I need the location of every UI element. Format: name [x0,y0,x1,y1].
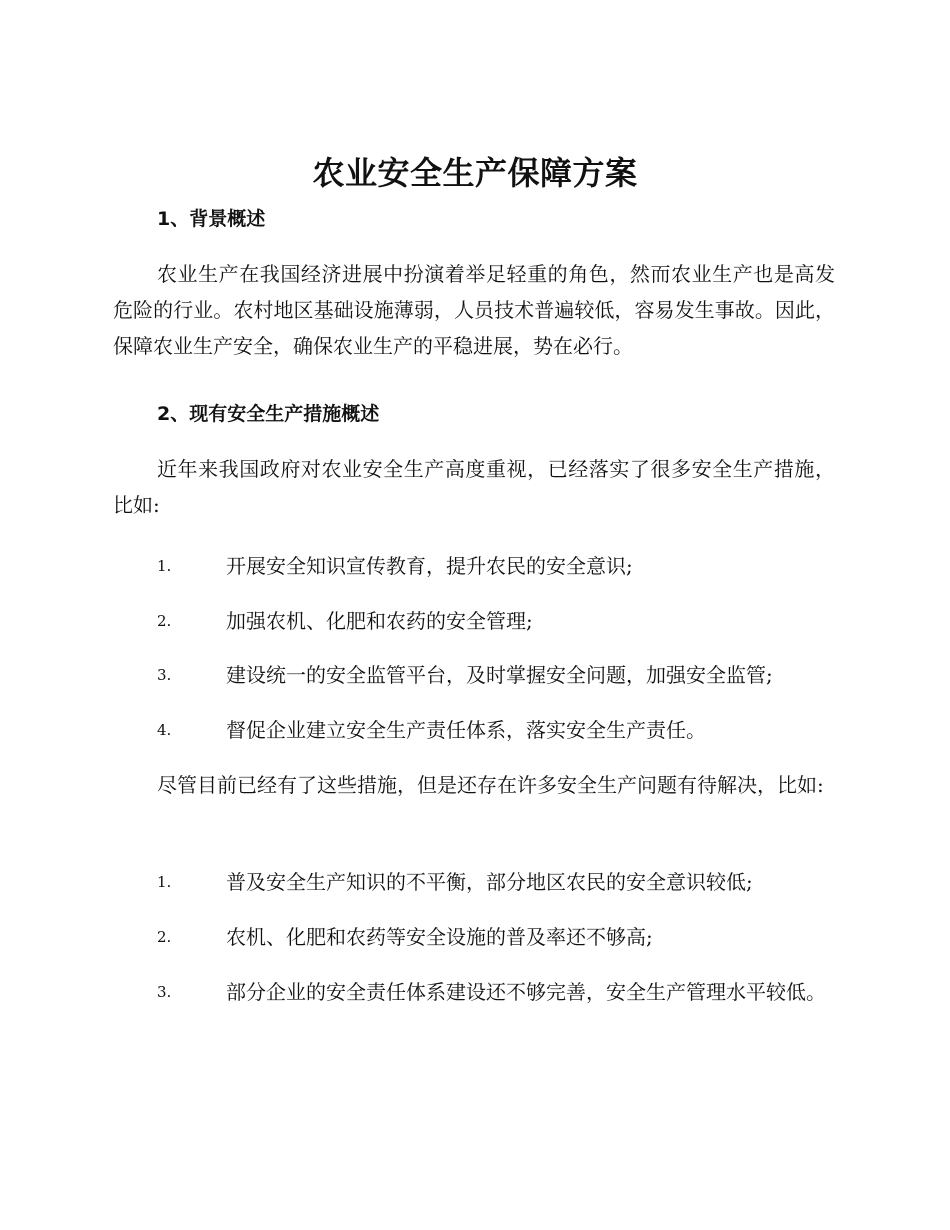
measures-intro-paragraph: 近年来我国政府对农业安全生产高度重视，已经落实了很多安全生产措施，比如: [113,457,835,517]
problem-list-item [113,864,835,900]
list-number: 3. [157,983,172,1001]
list-number: 1. [157,557,172,575]
section-heading-measures: 2、现有安全生产措施概述 [157,403,380,425]
list-item-text: 加强农机、化肥和农药的安全管理; [226,609,533,633]
list-item-text: 建设统一的安全监管平台，及时掌握安全问题，加强安全监管; [226,663,773,687]
document-title: 农业安全生产保障方案 [312,154,638,192]
measure-list-item [113,657,835,693]
list-item-text: 部分企业的安全责任体系建设还不够完善，安全生产管理水平较低。 [226,980,826,1004]
list-number: 1. [157,873,172,891]
background-paragraph: 农业生产在我国经济进展中扮演着举足轻重的角色，然而农业生产也是高发危险的行业。农村地区基础设施薄弱，人员技术普遍较低，容易发生事故。因此，保障农业生产安全，确保农业生产的平稳进展，势在必行。 [113,262,835,358]
problem-list-item [113,919,835,955]
list-item-text: 开展安全知识宣传教育，提升农民的安全意识; [226,554,633,578]
list-item-text: 普及安全生产知识的不平衡，部分地区农民的安全意识较低; [226,870,753,894]
list-number: 3. [157,666,172,684]
measure-list-item [113,548,835,584]
list-number: 2. [157,612,172,630]
problems-intro-paragraph: 尽管目前已经有了这些措施，但是还存在许多安全生产问题有待解决，比如: [157,773,824,797]
list-item-text: 督促企业建立安全生产责任体系，落实安全生产责任。 [226,718,706,742]
list-item-text: 农机、化肥和农药等安全设施的普及率还不够高; [226,925,653,949]
list-number: 2. [157,928,172,946]
problem-list-item [113,974,835,1010]
list-number: 4. [157,721,172,739]
measure-list-item [113,712,835,748]
section-heading-background: 1、背景概述 [157,208,266,230]
measure-list-item [113,603,835,639]
